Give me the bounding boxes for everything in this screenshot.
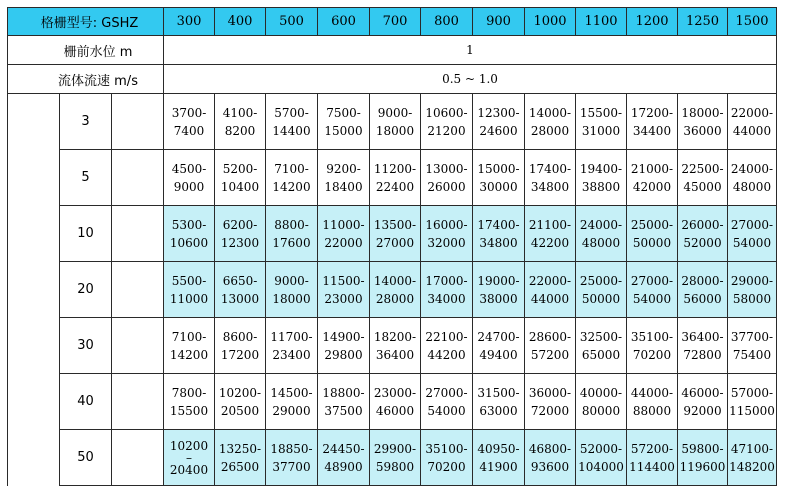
capacity-value-part: 119600 — [679, 459, 726, 474]
capacity-value-part: 10400 — [220, 179, 260, 194]
capacity-cell — [728, 150, 777, 206]
capacity-cell — [421, 206, 473, 262]
capacity-value-part: 34000 — [427, 291, 466, 306]
capacity-value-part: 54000 — [732, 235, 772, 250]
capacity-cell — [678, 374, 728, 430]
capacity-value-part: 8800- — [274, 217, 309, 232]
capacity-value-part: 59800- — [681, 441, 724, 456]
capacity-value-part: 57200 — [530, 347, 570, 362]
capacity-cell — [318, 318, 370, 374]
depth-label: 10 — [60, 206, 112, 262]
capacity-value-part: 17200 — [220, 347, 260, 362]
depth-spacer — [112, 206, 164, 262]
size-header-400: 400 — [215, 8, 266, 36]
capacity-value-part: 8200 — [224, 123, 256, 138]
capacity-cell — [266, 318, 318, 374]
capacity-cell — [421, 94, 473, 150]
capacity-cell — [370, 374, 421, 430]
capacity-value-part: 75400 — [732, 347, 772, 362]
size-header-1250: 1250 — [678, 8, 728, 36]
capacity-value-part: 23000 — [324, 291, 363, 306]
capacity-value-part: 27000- — [730, 217, 774, 232]
capacity-cell — [318, 150, 370, 206]
capacity-value-part: 37700- — [730, 329, 774, 344]
capacity-value-part: 92000 — [683, 403, 722, 418]
capacity-value-part: 36000 — [683, 123, 722, 138]
capacity-value-part: 57200- — [630, 441, 674, 456]
capacity-cell — [473, 150, 525, 206]
depth-label: 40 — [60, 374, 112, 430]
depth-label: 50 — [60, 430, 112, 486]
capacity-cell — [164, 94, 215, 150]
capacity-value-part: 14000- — [528, 105, 572, 120]
capacity-value-part: 18800- — [322, 385, 365, 400]
capacity-cell — [164, 150, 215, 206]
capacity-value-part: 3700- — [171, 105, 207, 120]
capacity-value-part: 22000 — [324, 235, 363, 250]
capacity-value-part: 70200 — [632, 347, 672, 362]
capacity-value-part: 17400- — [477, 217, 520, 232]
capacity-cell — [678, 206, 728, 262]
capacity-value-part: 37500 — [324, 403, 363, 418]
capacity-value-part: 9000- — [377, 105, 413, 120]
capacity-value-part: 52000- — [579, 441, 623, 456]
capacity-value-part: 15000 — [324, 123, 363, 138]
capacity-value-part: 42200 — [530, 235, 570, 250]
capacity-value-part: 7100- — [274, 161, 309, 176]
capacity-cell — [627, 262, 678, 318]
capacity-value-part: – — [186, 450, 192, 465]
capacity-cell — [728, 318, 777, 374]
capacity-cell — [370, 94, 421, 150]
capacity-value-part: 22400 — [375, 179, 415, 194]
capacity-cell — [473, 318, 525, 374]
capacity-cell — [421, 374, 473, 430]
depth-label: 3 — [60, 94, 112, 150]
capacity-cell — [728, 206, 777, 262]
size-header-1000: 1000 — [525, 8, 576, 36]
capacity-value-part: 9200- — [326, 161, 361, 176]
capacity-value-part: 44000 — [530, 291, 570, 306]
capacity-cell — [473, 94, 525, 150]
capacity-cell — [266, 150, 318, 206]
capacity-value-part: 80000 — [581, 403, 621, 418]
capacity-value-part: 44000 — [732, 123, 772, 138]
capacity-cell — [525, 430, 576, 486]
depth-row — [8, 262, 777, 318]
capacity-cell — [215, 430, 266, 486]
capacity-cell — [318, 262, 370, 318]
capacity-value-part: 17200- — [630, 105, 674, 120]
depth-row — [8, 94, 777, 150]
depth-spacer — [112, 94, 164, 150]
water-level-label: 栅前水位 m — [8, 36, 164, 65]
capacity-cell — [266, 262, 318, 318]
capacity-cell — [473, 430, 525, 486]
capacity-value-part: 15500 — [169, 403, 209, 418]
capacity-value-part: 11000- — [322, 217, 365, 232]
capacity-cell — [215, 206, 266, 262]
capacity-cell — [525, 150, 576, 206]
capacity-value-part: 52000 — [683, 235, 722, 250]
spec-table-body — [8, 8, 777, 486]
water-level-value: 1 — [164, 36, 777, 65]
capacity-cell — [627, 318, 678, 374]
capacity-value-part: 45000 — [683, 179, 722, 194]
capacity-value-part: 5200- — [222, 161, 258, 176]
capacity-value-part: 46000- — [681, 385, 724, 400]
capacity-value-part: 34400 — [632, 123, 672, 138]
capacity-value-part: 88000 — [632, 403, 672, 418]
capacity-value-part: 48900 — [324, 459, 363, 474]
capacity-value-part: 11700- — [270, 329, 313, 344]
capacity-cell — [421, 150, 473, 206]
depth-label: 5 — [60, 150, 112, 206]
capacity-value-part: 48000 — [732, 179, 772, 194]
capacity-cell — [266, 94, 318, 150]
capacity-value-part: 24700- — [477, 329, 520, 344]
capacity-cell — [627, 430, 678, 486]
capacity-value-part: 22000- — [528, 273, 572, 288]
capacity-cell — [678, 94, 728, 150]
capacity-value-part: 13250- — [218, 441, 262, 456]
flow-speed-value: 0.5 ~ 1.0 — [164, 65, 777, 94]
capacity-value-part: 7100- — [171, 329, 207, 344]
spec-table — [7, 7, 777, 486]
flow-speed-row — [8, 65, 777, 94]
capacity-value-part: 104000 — [578, 459, 624, 474]
capacity-value-part: 24000- — [579, 217, 623, 232]
capacity-value-part: 18000- — [681, 105, 724, 120]
capacity-value-part: 24450- — [322, 441, 365, 456]
capacity-cell — [164, 374, 215, 430]
capacity-cell — [215, 374, 266, 430]
capacity-value-part: 23000- — [373, 385, 417, 400]
capacity-value-part: 18850- — [270, 441, 313, 456]
capacity-cell — [525, 206, 576, 262]
capacity-cell — [266, 206, 318, 262]
capacity-cell — [318, 94, 370, 150]
capacity-value-part: 31500- — [477, 385, 520, 400]
capacity-value-part: 9000 — [173, 179, 205, 194]
capacity-value-part: 35100- — [630, 329, 674, 344]
depth-spacer — [112, 262, 164, 318]
capacity-cell — [318, 206, 370, 262]
capacity-cell — [576, 318, 627, 374]
capacity-value-part: 13000- — [425, 161, 468, 176]
capacity-value-part: 18000 — [272, 291, 311, 306]
capacity-value-part: 12300 — [220, 235, 260, 250]
size-header-1500: 1500 — [728, 8, 777, 36]
capacity-cell — [627, 150, 678, 206]
water-level-row — [8, 36, 777, 65]
model-label: 格栅型号: GSHZ — [8, 8, 164, 36]
capacity-value-part: 14200 — [169, 347, 209, 362]
capacity-value-part: 20400 — [169, 462, 209, 477]
size-header-800: 800 — [421, 8, 473, 36]
capacity-value-part: 24000- — [730, 161, 774, 176]
depth-label: 30 — [60, 318, 112, 374]
capacity-value-part: 12300- — [477, 105, 520, 120]
capacity-value-part: 54000 — [427, 403, 466, 418]
capacity-value-part: 6650- — [222, 273, 258, 288]
capacity-cell — [525, 262, 576, 318]
capacity-value-part: 4100- — [222, 105, 258, 120]
capacity-cell — [370, 150, 421, 206]
depth-row — [8, 206, 777, 262]
capacity-value-part: 28600- — [528, 329, 572, 344]
capacity-cell — [576, 150, 627, 206]
capacity-value-part: 19400- — [579, 161, 623, 176]
capacity-cell — [318, 374, 370, 430]
capacity-value-part: 5700- — [274, 105, 309, 120]
capacity-value-part: 14200 — [272, 179, 311, 194]
capacity-value-part: 58000 — [732, 291, 772, 306]
size-header-1200: 1200 — [627, 8, 678, 36]
depth-group-spacer — [8, 94, 60, 486]
capacity-value-part: 27000 — [375, 235, 415, 250]
capacity-value-part: 34800 — [530, 179, 570, 194]
capacity-value-part: 20500 — [220, 403, 260, 418]
capacity-cell — [266, 430, 318, 486]
capacity-value-part: 14900- — [322, 329, 365, 344]
capacity-value-part: 15500- — [579, 105, 623, 120]
capacity-value-part: 28000 — [530, 123, 570, 138]
capacity-value-part: 56000 — [683, 291, 722, 306]
capacity-cell — [627, 206, 678, 262]
capacity-value-part: 15000- — [477, 161, 520, 176]
capacity-cell — [525, 318, 576, 374]
capacity-value-part: 115000 — [729, 403, 775, 418]
capacity-value-part: 17600 — [272, 235, 311, 250]
capacity-value-part: 21200 — [427, 123, 466, 138]
capacity-value-part: 10200 — [169, 438, 209, 453]
size-header-900: 900 — [473, 8, 525, 36]
capacity-value-part: 41900 — [479, 459, 518, 474]
capacity-value-part: 9000- — [274, 273, 309, 288]
capacity-cell — [318, 430, 370, 486]
capacity-cell — [164, 262, 215, 318]
capacity-value-part: 31000 — [581, 123, 621, 138]
capacity-value-part: 35100- — [425, 441, 468, 456]
capacity-cell — [473, 206, 525, 262]
size-header-1100: 1100 — [576, 8, 627, 36]
capacity-cell — [370, 430, 421, 486]
capacity-value-part: 14400 — [272, 123, 311, 138]
capacity-value-part: 13500- — [373, 217, 417, 232]
capacity-value-part: 30000 — [479, 179, 518, 194]
depth-label: 20 — [60, 262, 112, 318]
capacity-value-part: 26000 — [427, 179, 466, 194]
size-header-700: 700 — [370, 8, 421, 36]
capacity-cell — [164, 430, 215, 486]
capacity-cell — [627, 374, 678, 430]
capacity-value-part: 17000- — [425, 273, 468, 288]
capacity-value-part: 13000 — [220, 291, 260, 306]
capacity-cell — [215, 94, 266, 150]
capacity-value-part: 32000 — [427, 235, 466, 250]
capacity-value-part: 50000 — [581, 291, 621, 306]
capacity-value-part: 72000 — [530, 403, 570, 418]
capacity-cell — [266, 374, 318, 430]
capacity-value-part: 29000- — [730, 273, 774, 288]
capacity-value-part: 11500- — [322, 273, 365, 288]
capacity-cell — [678, 430, 728, 486]
capacity-value-part: 40950- — [477, 441, 520, 456]
capacity-value-part: 48000 — [581, 235, 621, 250]
capacity-cell — [370, 262, 421, 318]
capacity-value-part: 10600- — [425, 105, 468, 120]
capacity-cell — [215, 150, 266, 206]
capacity-cell — [728, 262, 777, 318]
capacity-value-part: 22100- — [425, 329, 468, 344]
capacity-value-part: 65000 — [581, 347, 621, 362]
capacity-cell — [576, 94, 627, 150]
capacity-cell — [728, 374, 777, 430]
capacity-value-part: 22500- — [681, 161, 724, 176]
size-header-300: 300 — [164, 8, 215, 36]
capacity-value-part: 21000- — [630, 161, 674, 176]
capacity-cell — [525, 374, 576, 430]
capacity-value-part: 36000- — [528, 385, 572, 400]
capacity-value-part: 16000- — [425, 217, 468, 232]
capacity-cell — [421, 262, 473, 318]
capacity-value-part: 32500- — [579, 329, 623, 344]
capacity-value-part: 11200- — [373, 161, 417, 176]
capacity-cell — [473, 262, 525, 318]
capacity-value-part: 22000- — [730, 105, 774, 120]
capacity-value-part: 40000- — [579, 385, 623, 400]
capacity-value-part: 27000- — [425, 385, 468, 400]
capacity-value-part: 63000 — [479, 403, 518, 418]
capacity-value-part: 10200- — [218, 385, 262, 400]
capacity-value-part: 72800 — [683, 347, 722, 362]
capacity-value-part: 28000 — [375, 291, 415, 306]
depth-spacer — [112, 374, 164, 430]
depth-row — [8, 430, 777, 486]
capacity-value-part: 37700 — [272, 459, 311, 474]
capacity-value-part: 44000- — [630, 385, 674, 400]
capacity-value-part: 4500- — [171, 161, 207, 176]
capacity-value-part: 14500- — [270, 385, 313, 400]
capacity-value-part: 38800 — [581, 179, 621, 194]
capacity-value-part: 21100- — [528, 217, 572, 232]
flow-speed-label: 流体流速 m/s — [8, 65, 164, 94]
depth-row — [8, 374, 777, 430]
capacity-value-part: 7400 — [173, 123, 205, 138]
capacity-value-part: 25000- — [579, 273, 623, 288]
capacity-value-part: 114400 — [629, 459, 675, 474]
capacity-cell — [576, 206, 627, 262]
size-header-600: 600 — [318, 8, 370, 36]
depth-row — [8, 150, 777, 206]
capacity-value-part: 11000 — [169, 291, 209, 306]
capacity-value-part: 26500 — [220, 459, 260, 474]
capacity-value-part: 54000 — [632, 291, 672, 306]
capacity-cell — [370, 206, 421, 262]
capacity-value-part: 47100- — [730, 441, 774, 456]
capacity-value-part: 46000 — [375, 403, 415, 418]
capacity-value-part: 18200- — [373, 329, 417, 344]
capacity-cell — [678, 262, 728, 318]
capacity-value-part: 26000- — [681, 217, 724, 232]
capacity-cell — [215, 262, 266, 318]
depth-spacer — [112, 430, 164, 486]
capacity-value-part: 17400- — [528, 161, 572, 176]
capacity-cell — [215, 318, 266, 374]
capacity-value-part: 29800 — [324, 347, 363, 362]
capacity-cell — [728, 430, 777, 486]
capacity-cell — [525, 94, 576, 150]
capacity-cell — [678, 318, 728, 374]
size-header-500: 500 — [266, 8, 318, 36]
capacity-cell — [576, 374, 627, 430]
capacity-value-part: 7800- — [171, 385, 207, 400]
capacity-cell — [421, 318, 473, 374]
capacity-value-part: 46800- — [528, 441, 572, 456]
capacity-cell — [627, 94, 678, 150]
capacity-value-part: 50000 — [632, 235, 672, 250]
capacity-value-part: 57000- — [730, 385, 774, 400]
capacity-cell — [473, 374, 525, 430]
capacity-value-part: 42000 — [632, 179, 672, 194]
capacity-value-part: 28000- — [681, 273, 724, 288]
capacity-value-part: 18400 — [324, 179, 363, 194]
capacity-value-part: 8600- — [222, 329, 258, 344]
capacity-value-part: 5300- — [171, 217, 207, 232]
capacity-value-part: 24600 — [479, 123, 518, 138]
capacity-value-part: 27000- — [630, 273, 674, 288]
capacity-value-part: 34800 — [479, 235, 518, 250]
capacity-value-part: 49400 — [479, 347, 518, 362]
capacity-value-part: 10600 — [169, 235, 209, 250]
capacity-value-part: 14000- — [373, 273, 417, 288]
capacity-value-part: 148200 — [729, 459, 775, 474]
capacity-cell — [576, 262, 627, 318]
capacity-value-part: 23400 — [272, 347, 311, 362]
capacity-cell — [576, 430, 627, 486]
capacity-cell — [421, 430, 473, 486]
capacity-value-part: 36400 — [375, 347, 415, 362]
capacity-value-part: 18000 — [375, 123, 415, 138]
capacity-value-part: 25000- — [630, 217, 674, 232]
depth-spacer — [112, 150, 164, 206]
capacity-value-part: 7500- — [326, 105, 361, 120]
capacity-value-part: 29900- — [373, 441, 417, 456]
capacity-cell — [728, 94, 777, 150]
capacity-value-part: 93600 — [530, 459, 570, 474]
capacity-value-part: 44200 — [427, 347, 466, 362]
capacity-cell — [678, 150, 728, 206]
capacity-value-part: 38000 — [479, 291, 518, 306]
capacity-value-part: 6200- — [222, 217, 258, 232]
capacity-value-part: 59800 — [375, 459, 415, 474]
header-row — [8, 8, 777, 36]
capacity-value-part: 29000 — [272, 403, 311, 418]
capacity-cell — [164, 318, 215, 374]
capacity-value-part: 36400- — [681, 329, 724, 344]
capacity-cell — [164, 206, 215, 262]
capacity-value-part: 70200 — [427, 459, 466, 474]
capacity-value-part: 19000- — [477, 273, 520, 288]
depth-spacer — [112, 318, 164, 374]
depth-row — [8, 318, 777, 374]
capacity-value-part: 5500- — [171, 273, 207, 288]
capacity-cell — [370, 318, 421, 374]
